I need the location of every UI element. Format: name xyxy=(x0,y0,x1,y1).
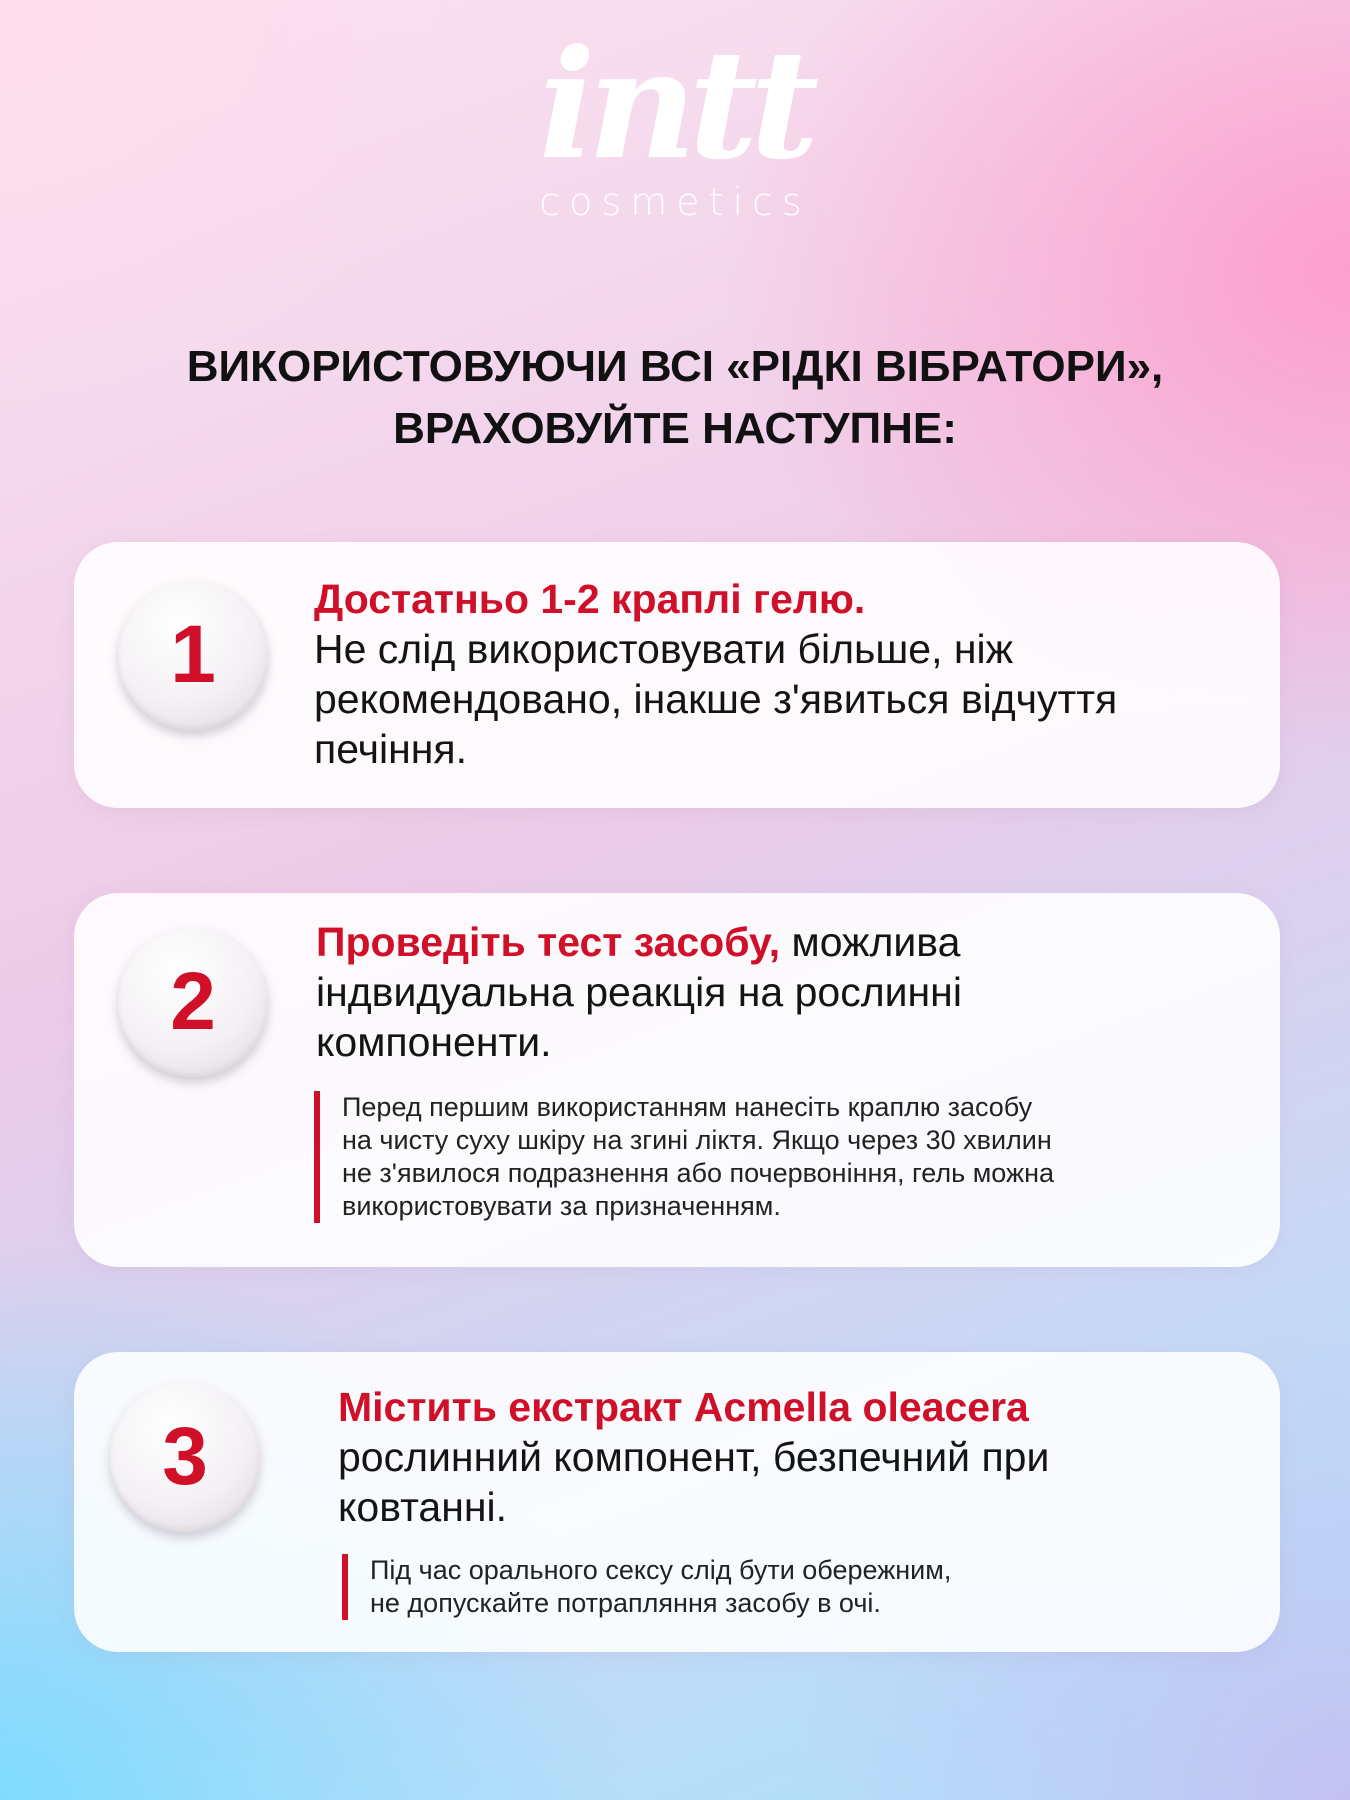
tip-highlight: Достатньо 1-2 краплі гелю. xyxy=(314,576,866,622)
tip-card-2 xyxy=(74,893,1280,1267)
note-line: не з'явилося подразнення або почервоніння, гель можна xyxy=(342,1158,1054,1188)
tip-highlight: Проведіть тест засобу, xyxy=(316,919,781,965)
note-line: не допускайте потрапляння засобу в очі. xyxy=(370,1588,881,1618)
tip-text xyxy=(316,917,1136,1067)
tip-body: рослинний компонент, безпечний при ковтанні. xyxy=(338,1434,1050,1530)
logo-subtitle: cosmetics xyxy=(539,180,811,224)
tip-body: Не слід використовувати більше, ніж рекомендовано, інакше з'явиться відчуття печіння. xyxy=(314,626,1118,772)
page-headline xyxy=(40,336,1310,460)
step-number-badge: 1 xyxy=(118,580,268,730)
brand-logo xyxy=(0,17,1350,224)
note-line: використовувати за призначенням. xyxy=(342,1191,781,1221)
tip-paragraph xyxy=(316,917,1136,1067)
tip-note xyxy=(314,1091,1054,1223)
note-line: Під час орального сексу слід бути обережним, xyxy=(370,1555,952,1585)
tip-body: можлива індвидуальна реакція на рослинні компоненти. xyxy=(316,919,962,1065)
headline-line-2: ВРАХОВУЙТЕ НАСТУПНЕ: xyxy=(393,404,957,453)
tip-text xyxy=(338,1382,1098,1532)
tip-note xyxy=(342,1554,951,1620)
note-line: на чисту суху шкіру на згині ліктя. Якщо через 30 хвилин xyxy=(342,1125,1052,1155)
tip-highlight: Містить екстракт Acmella oleacera xyxy=(338,1384,1029,1430)
tip-card-1 xyxy=(74,542,1280,808)
logo-wordmark: intt xyxy=(538,17,812,193)
step-number-badge: 2 xyxy=(118,927,268,1077)
step-number-badge: 3 xyxy=(110,1382,260,1532)
tip-text xyxy=(314,574,1134,774)
note-line: Перед першим використанням нанесіть краплю засобу xyxy=(342,1092,1033,1122)
headline-line-1: ВИКОРИСТОВУЮЧИ ВСІ «РІДКІ ВІБРАТОРИ», xyxy=(186,342,1164,391)
tip-card-3 xyxy=(74,1352,1280,1652)
